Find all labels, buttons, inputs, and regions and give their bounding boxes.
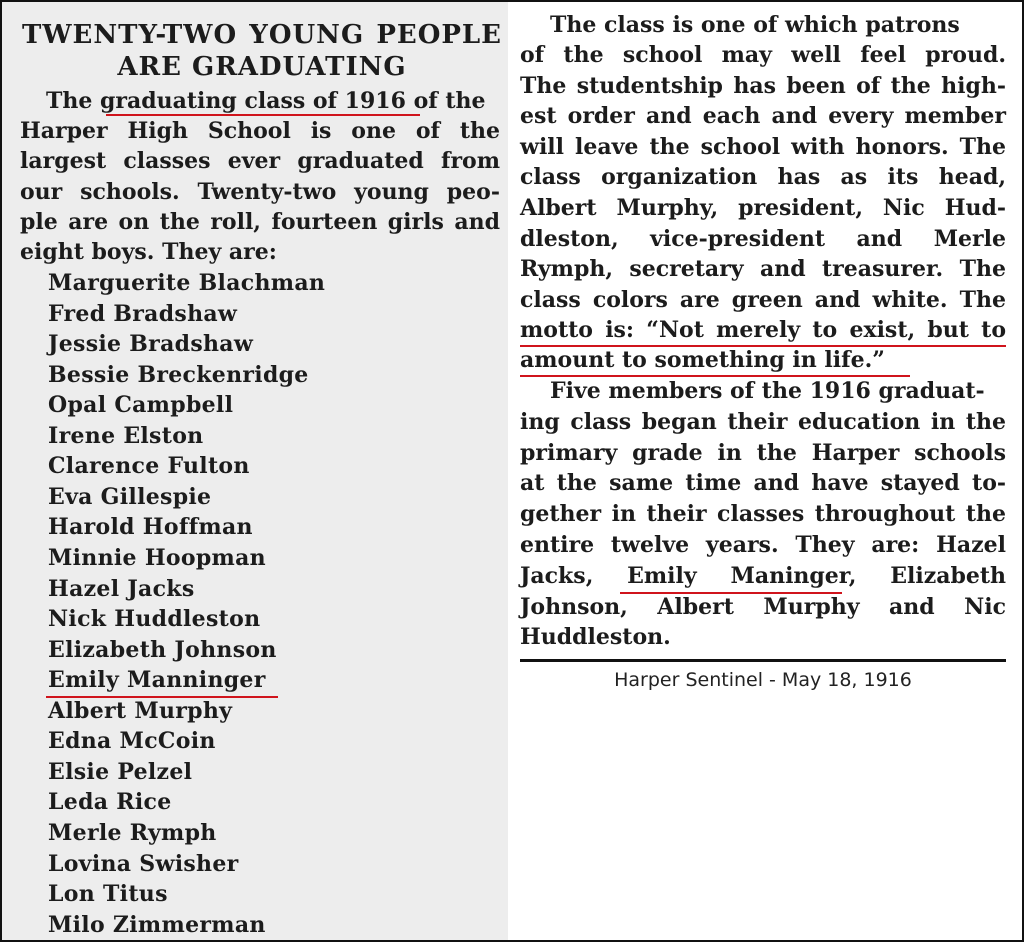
graduate-name: Nick Huddleston: [48, 606, 261, 632]
right-paragraph-line: Jacks, Emily Maninger, Elizabeth: [520, 563, 1006, 589]
graduate-name: Opal Campbell: [48, 392, 234, 418]
graduate-name: Bessie Breckenridge: [48, 362, 309, 388]
red-underline-graduating-class: [106, 114, 420, 116]
graduate-name: Jessie Bradshaw: [48, 331, 254, 357]
graduate-name: Albert Murphy: [48, 698, 233, 724]
right-paragraph-line: of the school may well feel proud.: [520, 42, 1006, 68]
left-paragraph-line: eight boys. They are:: [20, 239, 277, 265]
graduate-name: Harold Hoffman: [48, 514, 253, 540]
right-paragraph-line: The studentship has been of the high-: [520, 73, 1006, 99]
right-paragraph-line: amount to something in life.”: [520, 347, 885, 373]
graduate-name: Clarence Fulton: [48, 453, 250, 479]
right-paragraph-line: Rymph, secretary and treasurer. The: [520, 256, 1006, 282]
graduate-name: Elsie Pelzel: [48, 759, 193, 785]
right-paragraph-line: The class is one of which patrons: [550, 12, 960, 38]
graduate-name: Emily Manninger: [48, 667, 266, 693]
graduate-name: Lovina Swisher: [48, 851, 239, 877]
red-underline-motto-line-1: [520, 345, 1006, 347]
right-paragraph-line: gether in their classes throughout the: [520, 501, 1006, 527]
headline-line-1: TWENTY-TWO YOUNG PEOPLE: [22, 20, 502, 50]
graduate-name: Minnie Hoopman: [48, 545, 266, 571]
graduate-name: Eva Gillespie: [48, 484, 212, 510]
right-paragraph-line: class organization has as its head,: [520, 164, 1006, 190]
graduate-name: Milo Zimmerman: [48, 912, 266, 938]
left-paragraph-line: The graduating class of 1916 of the: [46, 88, 486, 114]
right-paragraph-line: will leave the school with honors. The: [520, 134, 1006, 160]
right-paragraph-line: Huddleston.: [520, 624, 671, 650]
left-column: [2, 2, 508, 940]
right-paragraph-line: motto is: “Not merely to exist, but to: [520, 317, 1006, 343]
source-caption: Harper Sentinel - May 18, 1916: [614, 669, 912, 691]
graduate-name: Merle Rymph: [48, 820, 217, 846]
left-paragraph-line: ple are on the roll, fourteen girls and: [20, 209, 500, 235]
left-paragraph-line: Harper High School is one of the: [20, 118, 500, 144]
graduate-name: Marguerite Blachman: [48, 270, 326, 296]
graduate-name: Elizabeth Johnson: [48, 637, 277, 663]
graduate-name: Fred Bradshaw: [48, 301, 238, 327]
right-column: [516, 2, 1022, 940]
right-paragraph-line: primary grade in the Harper schools: [520, 440, 1006, 466]
right-paragraph-line: est order and each and every member: [520, 103, 1006, 129]
headline-line-2: ARE GRADUATING: [117, 52, 407, 82]
left-paragraph-line: our schools. Twenty-two young peo-: [20, 179, 500, 205]
graduate-name: Edna McCoin: [48, 728, 216, 754]
right-paragraph-line: Albert Murphy, president, Nic Hud-: [520, 195, 1006, 221]
right-paragraph-line: ing class began their education in the: [520, 409, 1006, 435]
graduate-name: Irene Elston: [48, 423, 204, 449]
red-underline-emily-maninger: [620, 592, 842, 594]
caption-rule: [520, 659, 1006, 662]
right-paragraph-line: Five members of the 1916 graduat-: [550, 378, 985, 404]
graduate-name: Lon Titus: [48, 881, 168, 907]
red-underline-emily-manninger: [46, 696, 278, 698]
right-paragraph-line: Johnson, Albert Murphy and Nic: [520, 594, 1006, 620]
left-paragraph-line: largest classes ever graduated from: [20, 148, 500, 174]
graduate-name: Leda Rice: [48, 789, 172, 815]
right-paragraph-line: dleston, vice-president and Merle: [520, 226, 1006, 252]
right-paragraph-line: entire twelve years. They are: Hazel: [520, 532, 1006, 558]
right-paragraph-line: at the same time and have stayed to-: [520, 470, 1006, 496]
graduate-name: Hazel Jacks: [48, 576, 195, 602]
right-paragraph-line: class colors are green and white. The: [520, 287, 1006, 313]
red-underline-motto-line-2: [520, 375, 910, 377]
